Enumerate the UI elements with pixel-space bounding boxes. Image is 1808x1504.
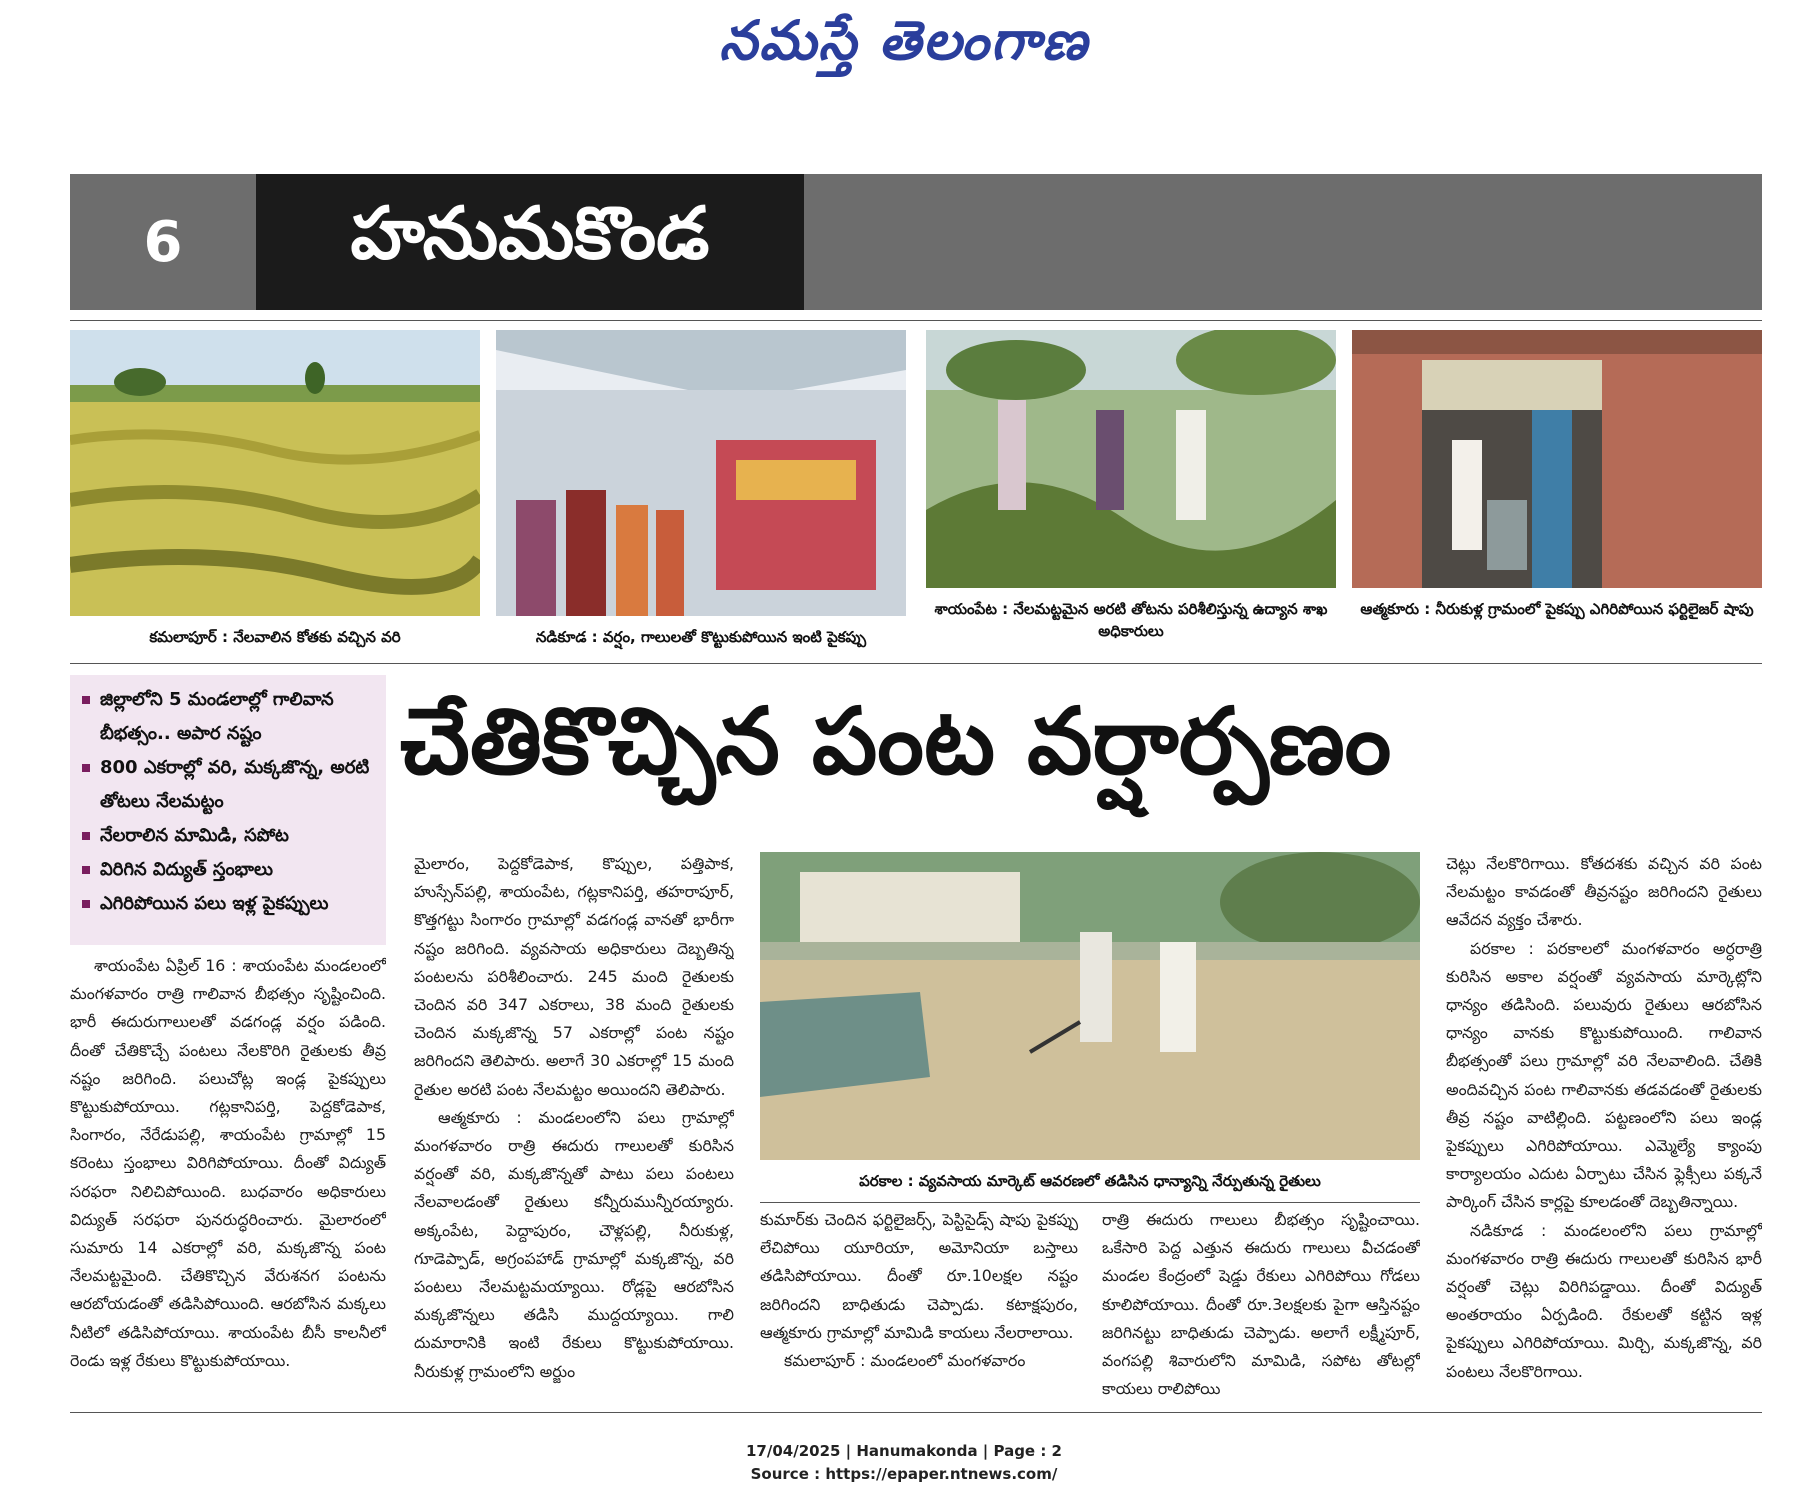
- highlight-item: ఎగిరిపోయిన పలు ఇళ్ల పైకప్పులు: [80, 887, 380, 921]
- article-paragraph: కుమార్‌కు చెందిన ఫర్టిలైజర్స్, పెస్టిసైడ్స్ షాపు పైకప్పు లేచిపోయి యూరియా, అమోనియా బస్తాలు తడిసిపోయాయి. దీంతో రూ.10లక్షల నష్టం జరిగిందని బాధితుడు చెప్పాడు. కటాక్షపురం, ఆత్మకూరు గ్రామాల్లో మామిడి కాయలు నేలరాలాయి.: [760, 1210, 1078, 1342]
- masthead-logo: నమస్తే తెలంగాణ: [719, 8, 1089, 72]
- divider: [70, 1412, 1762, 1413]
- photo-caption: నడికూడ : వర్షం, గాలులతో కొట్టుకుపోయిన ఇంటి పైకప్పు: [535, 628, 867, 646]
- footer-date-line: 17/04/2025 | Hanumakonda | Page : 2: [745, 1442, 1062, 1460]
- divider: [760, 1202, 1420, 1203]
- photo-caption: ఆత్మకూరు : నీరుకుళ్ల గ్రామంలో పైకప్పు ఎగిరిపోయిన ఫర్టిలైజర్ షాపు: [1360, 600, 1754, 618]
- divider: [70, 663, 1762, 664]
- highlight-item: జిల్లాలోని 5 మండలాల్లో గాలివాన బీభత్సం.. అపార నష్టం: [80, 683, 380, 751]
- section-title: హనుమకొండ: [256, 174, 804, 310]
- article-paragraph: కమలాపూర్ : మండలంలో మంగళవారం: [784, 1351, 1026, 1371]
- article-column-2: [414, 850, 734, 1404]
- footer-source: Source : https://epaper.ntnews.com/: [750, 1465, 1058, 1483]
- divider: [70, 320, 1762, 321]
- article-column-4: [1102, 1206, 1420, 1404]
- article-paragraph: శాయంపేట ఏప్రిల్ 16 : శాయంపేట మండలంలో మంగళవారం రాత్రి గాలివాన బీభత్సం సృష్టించింది. భారీ ఈదురుగాలులతో వడగండ్ల వర్షం పడింది. దీంతో చేతికొచ్చే పంటలు నేలకొరిగి రైతులకు తీవ్ర నష్టం జరిగింది. పలుచోట్ల ఇండ్ల పైకప్పులు కొట్టుకుపోయాయి. గట్లకానిపర్తి, పెద్దకోడెపాక, సింగారం, నేరేడుపల్లి, శాయంపేట గ్రామాల్లో 15 కరెంటు స్తంభాలు విరిగిపోయాయి. దీంతో విద్యుత్ సరఫరా నిలిచిపోయింది. బుధవారం అధికారులు విద్యుత్ సరఫరా పునరుద్ధరించారు. మైలారంలో సుమారు 14 ఎకరాల్లో వరి, మక్కజొన్న పంట నేలమట్టమైంది. చేతికొచ్చిన వేరుశనగ పంటను ఆరబోయడంతో తడిసిపోయింది. ఆరబోసిన మక్కలు నీటిలో తడిసిపోయాయి. శాయంపేట బీసీ కాలనీలో రెండు ఇళ్ల రేకులు కొట్టుకుపోయాయి.: [70, 956, 386, 1370]
- highlight-item: విరిగిన విద్యుత్ స్తంభాలు: [80, 853, 380, 887]
- photo-caption: కమలాపూర్ : నేలవాలిన కోతకు వచ్చిన వరి: [149, 628, 401, 646]
- article-paragraph: మైలారం, పెద్దకోడెపాక, కొప్పుల, పత్తిపాక, హుస్సేన్‌పల్లి, శాయంపేట, గట్లకానిపర్తి, తహరాపూర్, కొత్తగట్టు సింగారం గ్రామాల్లో వడగండ్ల వానతో భారీగా నష్టం జరిగింది. వ్యవసాయ అధికారులు దెబ్బతిన్న పంటలను పరిశీలించారు. 245 మంది రైతులకు చెందిన వరి 347 ఎకరాలు, 38 మంది రైతులకు చెందిన మక్కజొన్న 57 ఎకరాల్లో పంట నష్టం జరిగిందని తెలిపారు. అలాగే 30 ఎకరాల్లో 15 మంది రైతుల అరటి పంట నేలమట్టం అయిందని తెలిపారు.: [414, 854, 734, 1099]
- article-column-1: [70, 952, 386, 1404]
- article-column-3: [760, 1206, 1078, 1404]
- article-paragraph: ఆత్మకూరు : మండలంలోని పలు గ్రామాల్లో మంగళవారం రాత్రి ఈదురు గాలులతో కురిసిన వర్షంతో వరి, మక్కజొన్నతో పాటు పలు పంటలు నేలవాలడంతో రైతులు కన్నీరుమున్నీరయ్యారు. అక్కంపేట, పెద్దాపురం, చౌళ్లపల్లి, నీరుకుళ్ల, గూడెప్పాడ్, అగ్రంపహాడ్ గ్రామాల్లో మక్కజొన్న, వరి పంటలు నేలమట్టమయ్యాయి. రోడ్లపై ఆరబోసిన మక్కజొన్నలు తడిసి ముద్దయ్యాయి. గాలి దుమారానికి ఇంటి రేకులు కొట్టుకుపోయాయి. నీరుకుళ్ల గ్రామంలోని అర్జుం: [414, 1107, 734, 1381]
- article-paragraph: రాత్రి ఈదురు గాలులు బీభత్సం సృష్టించాయి. ఒకేసారి పెద్ద ఎత్తున ఈదురు గాలులు వీచడంతో మండల కేంద్రంలో షెడ్డు రేకులు ఎగిరిపోయి గోడలు కూలిపోయాయి. దీంతో రూ.3లక్షలకు పైగా ఆస్తినష్టం జరిగినట్టు బాధితుడు చెప్పాడు. అలాగే లక్ష్మీపూర్, వంగపల్లి శివారులోని మామిడి, సపోట తోటల్లో కాయలు రాలిపోయి: [1102, 1210, 1420, 1399]
- article-paragraph: నడికూడ : మండలంలోని పలు గ్రామాల్లో మంగళవారం రాత్రి ఈదురు గాలులతో కురిసిన భారీ వర్షంతో చెట్లు విరిగిపడ్డాయి. దీంతో విద్యుత్ అంతరాయం ఏర్పడింది. రేకులతో కట్టిన ఇళ్ల పైకప్పులు ఎగిరిపోయాయి. మిర్చి, మక్కజొన్న, వరి పంటలు నేలకొరిగాయి.: [1446, 1220, 1762, 1381]
- article-paragraph: చెట్లు నేలకొరిగాయి. కోతదశకు వచ్చిన వరి పంట నేలమట్టం కావడంతో తీవ్రనష్టం జరిగిందని రైతులు ఆవేదన వ్యక్తం చేశారు.: [1446, 854, 1762, 930]
- headline: చేతికొచ్చిన పంట వర్షార్పణం: [400, 688, 1392, 795]
- page-number: 6: [70, 174, 256, 310]
- photo-fertilizer-shop: [1352, 330, 1762, 588]
- photo-caption: పరకాల : వ్యవసాయ మార్కెట్ ఆవరణలో తడిసిన ధాన్యాన్ని నేర్పుతున్న రైతులు: [859, 1172, 1321, 1190]
- article-column-5: [1446, 850, 1762, 1404]
- photo-caption: శాయంపేట : నేలమట్టమైన అరటి తోటను పరిశీలిస్తున్న ఉద్యాన శాఖ అధికారులు: [934, 600, 1328, 640]
- highlights-box: [70, 675, 386, 945]
- photo-paddy-field: [70, 330, 480, 616]
- photo-market-grain: [760, 852, 1420, 1160]
- highlight-item: 800 ఎకరాల్లో వరి, మక్కజొన్న, అరటి తోటలు నేలమట్టం: [80, 751, 380, 819]
- article-paragraph: పరకాల : పరకాలలో మంగళవారం అర్ధరాత్రి కురిసిన అకాల వర్షంతో వ్యవసాయ మార్కెట్లోని ధాన్యం తడిసింది. పలువురు రైతులు ఆరబోసిన ధాన్యం వానకు కొట్టుకుపోయింది. గాలివాన బీభత్సంతో పలు గ్రామాల్లో వరి నేలవాలింది. చేతికి అందివచ్చిన పంట గాలివానకు తడవడంతో రైతులకు తీవ్ర నష్టం వాటిల్లింది. పట్టణంలోని పలు ఇండ్ల పైకప్పులు ఎగిరిపోయాయి. ఎమ్మెల్యే క్యాంపు కార్యాలయం ఎదుట ఏర్పాటు చేసిన ఫ్లెక్సీలు పక్కనే పార్కింగ్ చేసిన కార్లపై కూలడంతో దెబ్బతిన్నాయి.: [1446, 938, 1762, 1212]
- highlight-item: నేలరాలిన మామిడి, సపోట: [80, 819, 380, 853]
- photo-banana-plantation: [926, 330, 1336, 588]
- photo-damaged-house: [496, 330, 906, 616]
